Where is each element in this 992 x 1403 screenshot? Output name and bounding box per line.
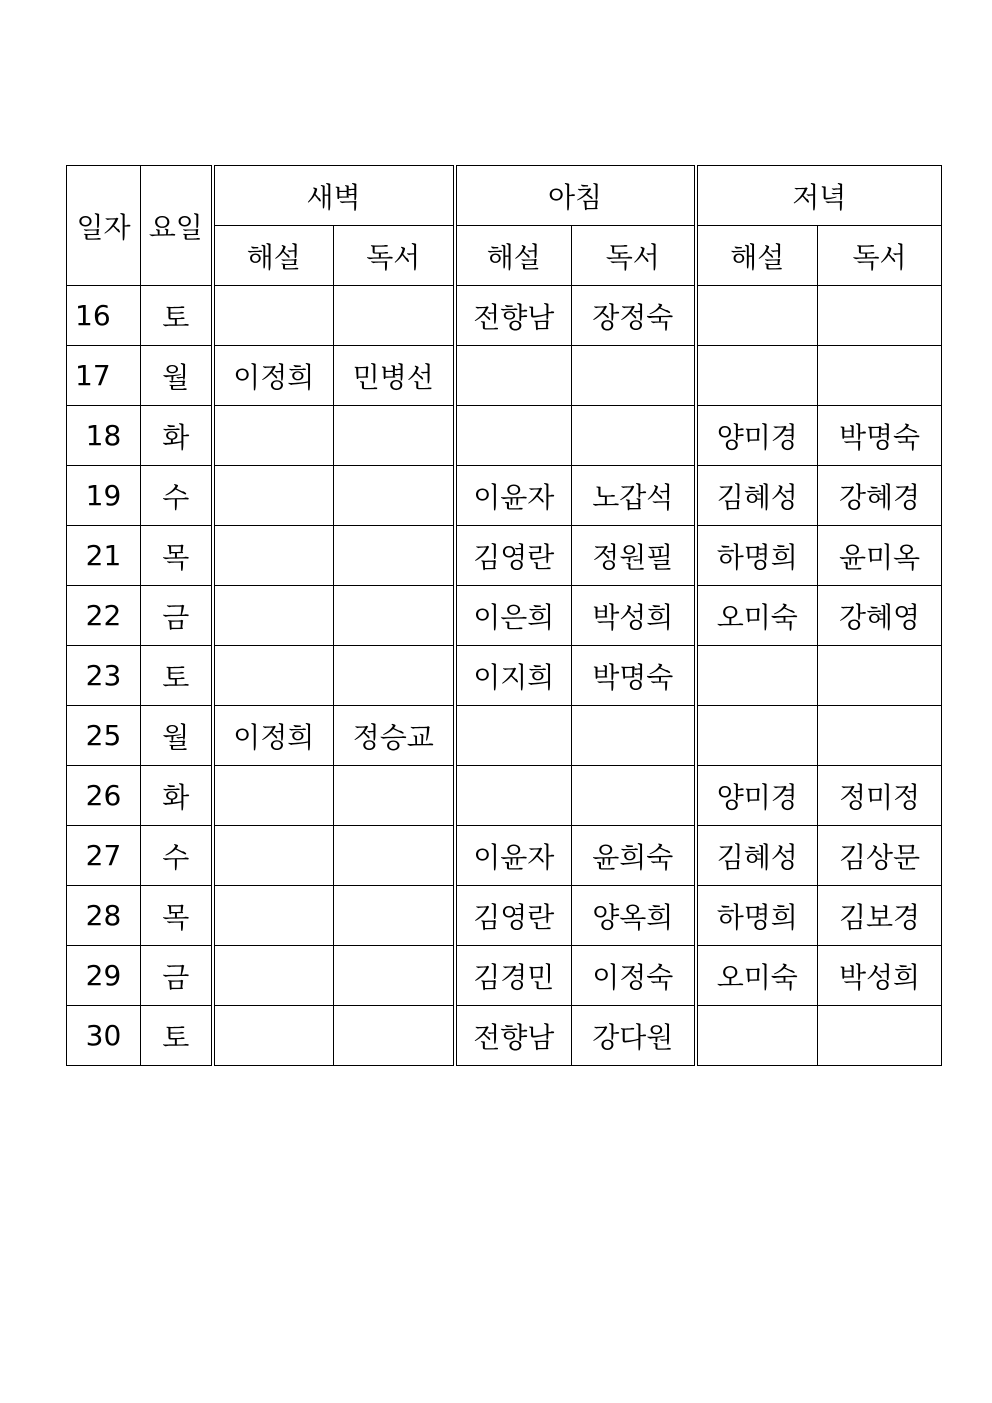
cell-dawn-commentary: [213, 1006, 334, 1066]
cell-dawn-commentary: [213, 406, 334, 466]
cell-day: 월: [141, 706, 213, 766]
cell-morning-reading: 양옥희: [572, 886, 696, 946]
cell-evening-reading: [818, 706, 942, 766]
cell-evening-reading: 정미정: [818, 766, 942, 826]
cell-day: 화: [141, 766, 213, 826]
cell-evening-commentary: 양미경: [696, 766, 818, 826]
table-row: [67, 826, 942, 886]
cell-morning-commentary: [455, 346, 572, 406]
cell-evening-reading: 강혜영: [818, 586, 942, 646]
cell-evening-commentary: [696, 706, 818, 766]
header-day: 요일: [141, 166, 213, 286]
cell-dawn-reading: [334, 766, 455, 826]
header-date: 일자: [67, 166, 141, 286]
cell-date: 29: [67, 946, 141, 1006]
cell-evening-reading: 김보경: [818, 886, 942, 946]
cell-morning-reading: [572, 766, 696, 826]
cell-dawn-reading: [334, 526, 455, 586]
cell-morning-commentary: 이은희: [455, 586, 572, 646]
cell-dawn-commentary: [213, 766, 334, 826]
table-row: [67, 706, 942, 766]
cell-dawn-commentary: [213, 526, 334, 586]
cell-date: 19: [67, 466, 141, 526]
cell-day: 수: [141, 466, 213, 526]
header-group-dawn: 새벽: [213, 166, 455, 226]
table-row: [67, 946, 942, 1006]
header-group-evening: 저녁: [696, 166, 942, 226]
header-dawn-reading: 독서: [334, 226, 455, 286]
cell-day: 수: [141, 826, 213, 886]
cell-day: 토: [141, 646, 213, 706]
table-row: [67, 646, 942, 706]
cell-morning-reading: 박성희: [572, 586, 696, 646]
cell-evening-commentary: 양미경: [696, 406, 818, 466]
cell-day: 목: [141, 886, 213, 946]
schedule-body: [67, 286, 942, 1066]
cell-dawn-reading: [334, 946, 455, 1006]
cell-evening-reading: 박성희: [818, 946, 942, 1006]
cell-evening-reading: [818, 346, 942, 406]
cell-morning-commentary: 김영란: [455, 886, 572, 946]
header-evening-commentary: 해설: [696, 226, 818, 286]
cell-morning-reading: 박명숙: [572, 646, 696, 706]
cell-evening-commentary: 오미숙: [696, 586, 818, 646]
cell-dawn-reading: 민병선: [334, 346, 455, 406]
header-row-groups: [67, 166, 942, 226]
cell-dawn-commentary: [213, 586, 334, 646]
cell-date: 21: [67, 526, 141, 586]
cell-date: 23: [67, 646, 141, 706]
table-row: [67, 466, 942, 526]
cell-date: 17: [67, 346, 141, 406]
table-row: [67, 526, 942, 586]
cell-dawn-commentary: [213, 946, 334, 1006]
cell-date: 27: [67, 826, 141, 886]
header-group-morning: 아침: [455, 166, 696, 226]
table-row: [67, 406, 942, 466]
cell-day: 토: [141, 1006, 213, 1066]
cell-morning-commentary: 전향남: [455, 286, 572, 346]
cell-morning-commentary: 전향남: [455, 1006, 572, 1066]
cell-day: 목: [141, 526, 213, 586]
cell-evening-reading: 박명숙: [818, 406, 942, 466]
cell-morning-commentary: [455, 406, 572, 466]
cell-morning-commentary: [455, 706, 572, 766]
cell-evening-commentary: 김혜성: [696, 826, 818, 886]
cell-dawn-reading: [334, 286, 455, 346]
cell-morning-commentary: 이윤자: [455, 466, 572, 526]
cell-morning-reading: 윤희숙: [572, 826, 696, 886]
cell-day: 금: [141, 586, 213, 646]
cell-evening-reading: [818, 286, 942, 346]
cell-date: 25: [67, 706, 141, 766]
table-row: [67, 886, 942, 946]
cell-morning-commentary: [455, 766, 572, 826]
cell-date: 22: [67, 586, 141, 646]
cell-morning-commentary: 이윤자: [455, 826, 572, 886]
cell-evening-reading: 윤미옥: [818, 526, 942, 586]
cell-dawn-commentary: [213, 826, 334, 886]
cell-morning-reading: 장정숙: [572, 286, 696, 346]
cell-evening-commentary: 하명희: [696, 526, 818, 586]
table-row: [67, 1006, 942, 1066]
schedule-table: [66, 165, 942, 1066]
cell-evening-commentary: [696, 286, 818, 346]
cell-dawn-commentary: 이정희: [213, 346, 334, 406]
cell-morning-reading: [572, 346, 696, 406]
cell-evening-commentary: 하명희: [696, 886, 818, 946]
cell-dawn-reading: [334, 646, 455, 706]
cell-dawn-reading: [334, 586, 455, 646]
table-row: [67, 766, 942, 826]
cell-dawn-reading: [334, 826, 455, 886]
cell-dawn-commentary: 이정희: [213, 706, 334, 766]
cell-evening-commentary: 오미숙: [696, 946, 818, 1006]
cell-dawn-reading: 정승교: [334, 706, 455, 766]
cell-morning-reading: 정원필: [572, 526, 696, 586]
cell-date: 26: [67, 766, 141, 826]
cell-morning-reading: [572, 706, 696, 766]
cell-dawn-reading: [334, 1006, 455, 1066]
cell-morning-commentary: 김경민: [455, 946, 572, 1006]
cell-evening-commentary: [696, 1006, 818, 1066]
cell-date: 28: [67, 886, 141, 946]
cell-day: 화: [141, 406, 213, 466]
cell-date: 18: [67, 406, 141, 466]
cell-day: 토: [141, 286, 213, 346]
table-row: [67, 346, 942, 406]
cell-morning-reading: [572, 406, 696, 466]
cell-evening-reading: [818, 1006, 942, 1066]
header-dawn-commentary: 해설: [213, 226, 334, 286]
cell-day: 금: [141, 946, 213, 1006]
cell-dawn-commentary: [213, 466, 334, 526]
cell-date: 30: [67, 1006, 141, 1066]
cell-morning-reading: 노갑석: [572, 466, 696, 526]
cell-evening-reading: 김상문: [818, 826, 942, 886]
cell-dawn-reading: [334, 886, 455, 946]
cell-morning-commentary: 이지희: [455, 646, 572, 706]
cell-evening-commentary: [696, 346, 818, 406]
cell-dawn-commentary: [213, 646, 334, 706]
cell-date: 16: [67, 286, 141, 346]
cell-dawn-commentary: [213, 286, 334, 346]
cell-evening-reading: [818, 646, 942, 706]
cell-evening-reading: 강혜경: [818, 466, 942, 526]
table-row: [67, 286, 942, 346]
table-row: [67, 586, 942, 646]
cell-morning-commentary: 김영란: [455, 526, 572, 586]
cell-dawn-reading: [334, 466, 455, 526]
cell-morning-reading: 강다원: [572, 1006, 696, 1066]
cell-evening-commentary: 김혜성: [696, 466, 818, 526]
header-morning-commentary: 해설: [455, 226, 572, 286]
cell-dawn-commentary: [213, 886, 334, 946]
cell-day: 월: [141, 346, 213, 406]
cell-evening-commentary: [696, 646, 818, 706]
header-evening-reading: 독서: [818, 226, 942, 286]
header-morning-reading: 독서: [572, 226, 696, 286]
cell-morning-reading: 이정숙: [572, 946, 696, 1006]
cell-dawn-reading: [334, 406, 455, 466]
